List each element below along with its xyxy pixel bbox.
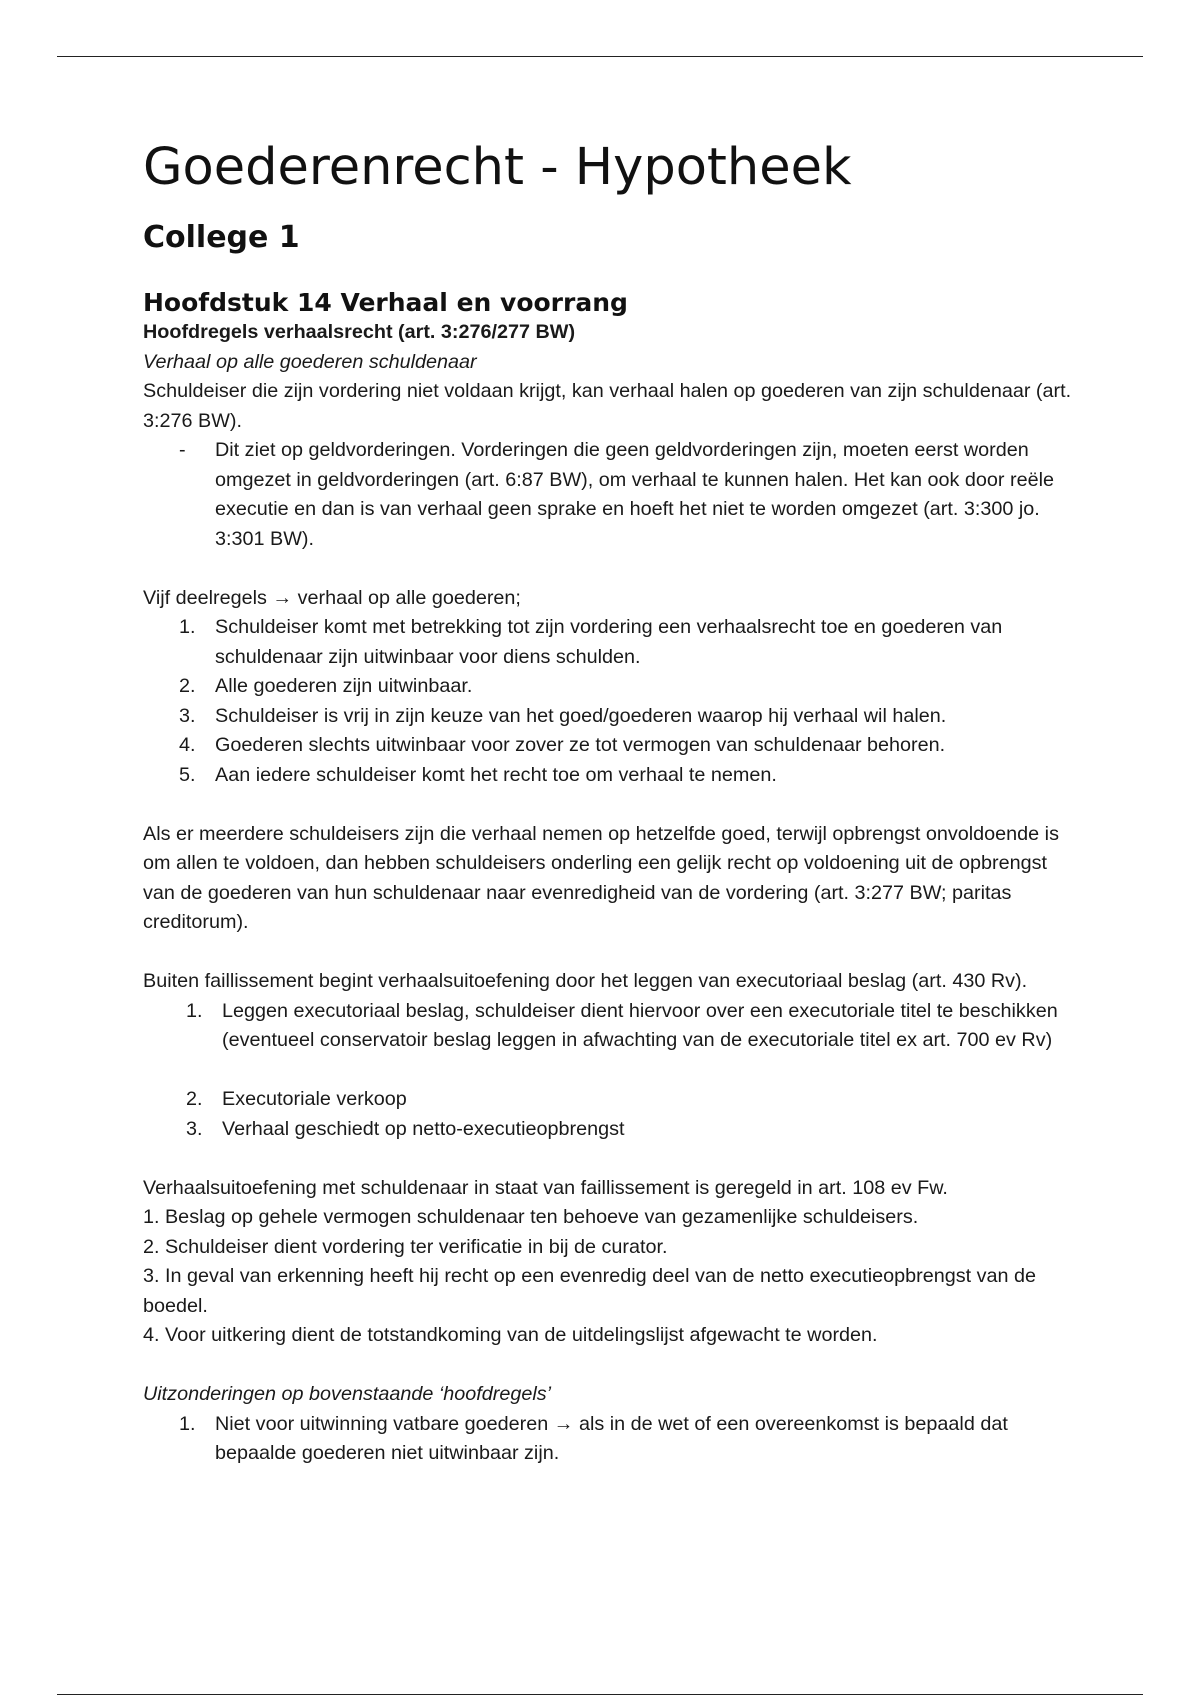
list-marker: 3. <box>186 1117 203 1140</box>
list-item-text: Aan iedere schuldeiser komt het recht toe om verhaal te nemen. <box>215 763 777 786</box>
list-item <box>179 613 1073 672</box>
sub-heading-verhaal: Verhaal op alle goederen schuldenaar <box>143 350 477 373</box>
list-item-text: Leggen executoriaal beslag, schuldeiser dient hiervoor over een executoriale titel te beschikken (eventueel conservatoir beslag leggen in afwachting van de executoriale titel ex art. 700 ev Rv) <box>222 999 1058 1052</box>
document-title: Goederenrecht - Hypotheek <box>143 138 852 197</box>
list-item-text: Niet voor uitwinning vatbare goederen → als in de wet of een overeenkomst is bepaald dat bepaalde goederen niet uitwinbaar zijn. <box>215 1412 1008 1465</box>
list-item-text: Schuldeiser komt met betrekking tot zijn vordering een verhaalsrecht toe en goederen van schuldenaar zijn uitwinbaar voor diens schulden. <box>215 616 1003 668</box>
beslag-list <box>143 997 1073 1056</box>
list-marker: 3. <box>179 704 196 727</box>
list-marker: 1. <box>179 1412 196 1435</box>
faillissement-line: 1. Beslag op gehele vermogen schuldenaar ten behoeve van gezamenlijke schuldeisers. <box>143 1206 919 1229</box>
list-item <box>186 1085 1073 1115</box>
list-item <box>186 997 1073 1056</box>
deelregels-list <box>143 613 1073 790</box>
list-item <box>179 731 1073 761</box>
list-item <box>186 1115 1073 1145</box>
sub-heading-uitzonderingen: Uitzonderingen op bovenstaande ‘hoofdregels’ <box>143 1383 552 1406</box>
chapter-heading: Hoofdstuk 14 Verhaal en voorrang <box>143 288 628 318</box>
list-item <box>179 702 1073 732</box>
uitzonderingen-list <box>143 1410 1073 1469</box>
list-marker: 2. <box>179 675 196 698</box>
faillissement-line: 2. Schuldeiser dient vordering ter verificatie in bij de curator. <box>143 1235 668 1258</box>
list-item <box>179 672 1073 702</box>
verkoop-list <box>143 1085 1073 1144</box>
list-marker: 1. <box>186 999 203 1022</box>
list-item-text: Executoriale verkoop <box>222 1088 407 1111</box>
paragraph-buiten-faillissement: Buiten faillissement begint verhaalsuitoefening door het leggen van executoriaal beslag (art. 430 Rv). <box>143 970 1028 993</box>
paragraph-verhaal: Schuldeiser die zijn vordering niet voldaan krijgt, kan verhaal halen op goederen van zijn schuldenaar (art. 3:276 BW). <box>143 380 1072 432</box>
list-marker: 1. <box>179 616 196 639</box>
list-item-text: Schuldeiser is vrij in zijn keuze van het goed/goederen waarop hij verhaal wil halen. <box>215 704 947 727</box>
section-heading: Hoofdregels verhaalsrecht (art. 3:276/277 BW) <box>143 321 576 344</box>
document-body <box>143 140 1073 1469</box>
paragraph-faillissement: Verhaalsuitoefening met schuldenaar in staat van faillissement is geregeld in art. 108 ev Fw. <box>143 1176 948 1199</box>
list-marker: - <box>179 439 186 462</box>
list-item-text: Verhaal geschiedt op netto-executieopbrengst <box>222 1117 625 1140</box>
list-item-text: Dit ziet op geldvorderingen. Vorderingen die geen geldvorderingen zijn, moeten eerst worden omgezet in geldvorderingen (art. 6:87 BW), om verhaal te kunnen halen. Het kan ook door reële executie en dan is van verhaal geen sprake en hoeft het niet te worden omgezet (art. 3:300 jo. 3:301 BW). <box>215 439 1054 550</box>
list-marker: 4. <box>179 734 196 757</box>
list-item-text: Goederen slechts uitwinbaar voor zover ze tot vermogen van schuldenaar behoren. <box>215 734 946 757</box>
page-bottom-rule <box>57 1694 1143 1695</box>
faillissement-line: 3. In geval van erkenning heeft hij recht op een evenredig deel van de netto executieopbrengst van de boedel. <box>143 1265 1036 1317</box>
list-item <box>179 436 1073 554</box>
faillissement-line: 4. Voor uitkering dient de totstandkoming van de uitdelingslijst afgewacht te worden. <box>143 1324 878 1347</box>
list-marker: 2. <box>186 1088 203 1111</box>
list-item-text: Alle goederen zijn uitwinbaar. <box>215 675 473 698</box>
page-top-rule <box>57 56 1143 57</box>
paragraph-deelregels: Vijf deelregels → verhaal op alle goederen; <box>143 586 521 609</box>
list-marker: 5. <box>179 763 196 786</box>
paragraph-paritas: Als er meerdere schuldeisers zijn die verhaal nemen op hetzelfde goed, terwijl opbrengst onvoldoende is om allen te voldoen, dan hebben schuldeisers onderling een gelijk recht op voldoening uit de opbrengst van de goederen van hun schuldenaar naar evenredigheid van de vordering (art. 3:277 BW; paritas creditorum). <box>143 822 1059 934</box>
dash-list <box>143 436 1073 554</box>
list-item <box>179 761 1073 791</box>
list-item <box>179 1410 1073 1469</box>
college-heading: College 1 <box>143 220 300 256</box>
